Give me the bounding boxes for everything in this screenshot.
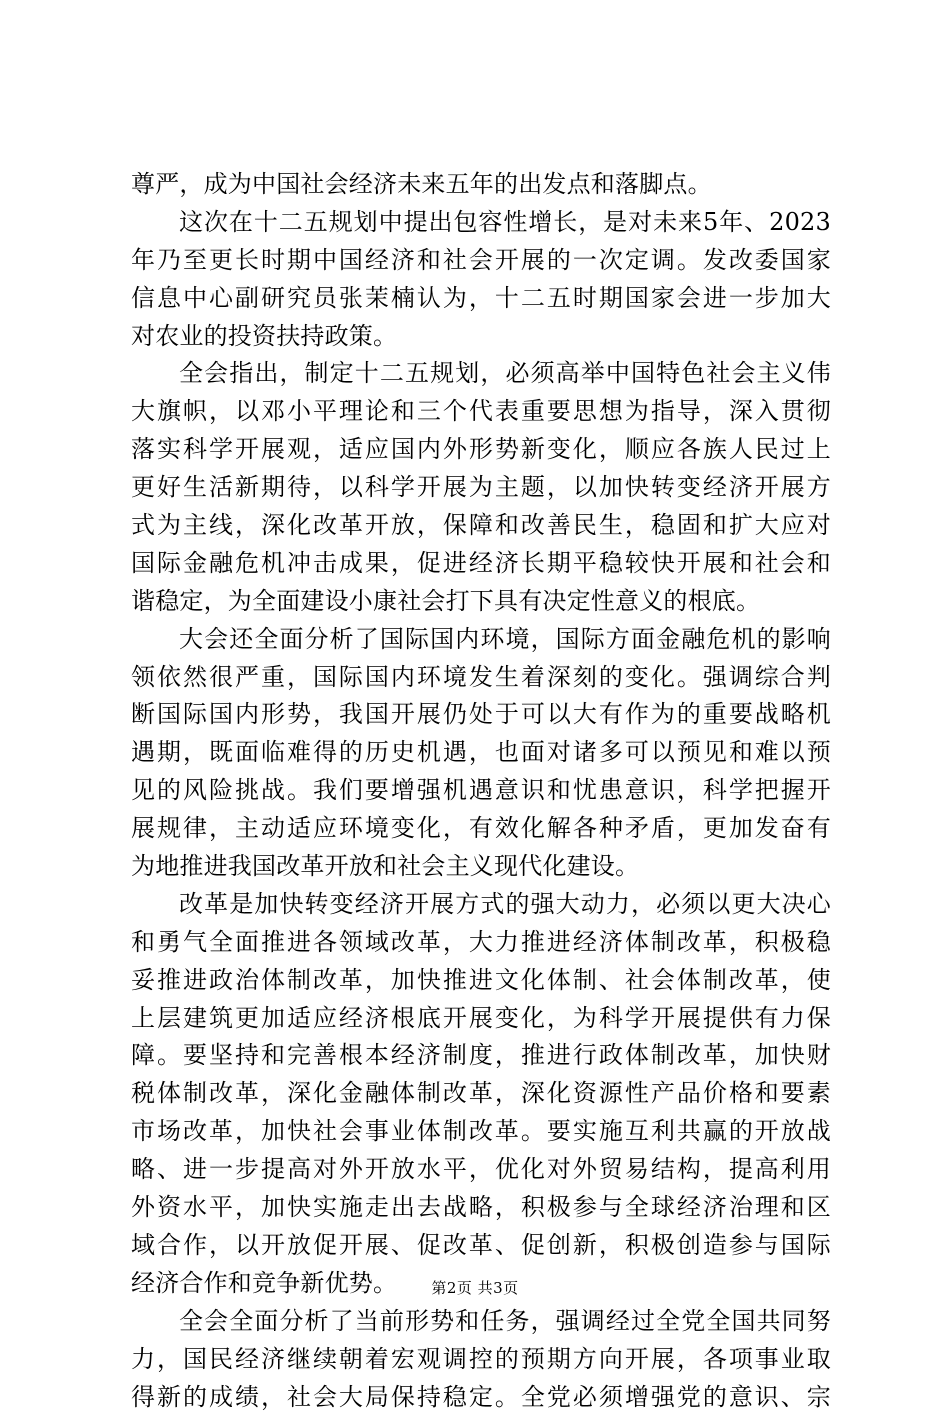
- text-line: 信息中心副研究员张茉楠认为，十二五时期国家会进一步加大: [131, 280, 831, 318]
- text-line: 为地推进我国改革开放和社会主义现代化建设。: [131, 848, 831, 886]
- text-line: 谐稳定，为全面建设小康社会打下具有决定性意义的根底。: [131, 583, 831, 621]
- text-line: 年乃至更长时期中国经济和社会开展的一次定调。发改委国家: [131, 242, 831, 280]
- text-line: 见的风险挑战。我们要增强机遇意识和忧患意识，科学把握开: [131, 772, 831, 810]
- text-line: 上层建筑更加适应经济根底开展变化，为科学开展提供有力保: [131, 1000, 831, 1038]
- text-line: 域合作，以开放促开展、促改革、促创新，积极创造参与国际: [131, 1227, 831, 1265]
- text-line: 更好生活新期待，以科学开展为主题，以加快转变经济开展方: [131, 469, 831, 507]
- text-line: 和勇气全面推进各领域改革，大力推进经济体制改革，积极稳: [131, 924, 831, 962]
- text-line: 税体制改革，深化金融体制改革，深化资源性产品价格和要素: [131, 1075, 831, 1113]
- text-line: 断国际国内形势，我国开展仍处于可以大有作为的重要战略机: [131, 696, 831, 734]
- text-line: 这次在十二五规划中提出包容性增长，是对未来5年、2023: [131, 204, 831, 242]
- text-line: 略、进一步提高对外开放水平，优化对外贸易结构，提高利用: [131, 1151, 831, 1189]
- text-line: 市场改革，加快社会事业体制改革。要实施互利共赢的开放战: [131, 1113, 831, 1151]
- text-line: 妥推进政治体制改革，加快推进文化体制、社会体制改革，使: [131, 962, 831, 1000]
- text-line: 尊严，成为中国社会经济未来五年的出发点和落脚点。: [131, 166, 831, 204]
- body-text: [131, 166, 831, 1416]
- text-line: 全会指出，制定十二五规划，必须高举中国特色社会主义伟: [131, 355, 831, 393]
- text-line: 改革是加快转变经济开展方式的强大动力，必须以更大决心: [131, 886, 831, 924]
- text-line: 领依然很严重，国际国内环境发生着深刻的变化。强调综合判: [131, 659, 831, 697]
- text-line: 大会还全面分析了国际国内环境，国际方面金融危机的影响: [131, 621, 831, 659]
- text-line: 对农业的投资扶持政策。: [131, 318, 831, 356]
- text-line: 外资水平，加快实施走出去战略，积极参与全球经济治理和区: [131, 1189, 831, 1227]
- text-line: 遇期，既面临难得的历史机遇，也面对诸多可以预见和难以预: [131, 734, 831, 772]
- page-number-footer: 第2页 共3页: [0, 1277, 950, 1298]
- text-line: 得新的成绩，社会大局保持稳定。全党必须增强党的意识、宗: [131, 1379, 831, 1416]
- text-line: 式为主线，深化改革开放，保障和改善民生，稳固和扩大应对: [131, 507, 831, 545]
- text-line: 展规律，主动适应环境变化，有效化解各种矛盾，更加发奋有: [131, 810, 831, 848]
- text-line: 大旗帜，以邓小平理论和三个代表重要思想为指导，深入贯彻: [131, 393, 831, 431]
- text-line: 国际金融危机冲击成果，促进经济长期平稳较快开展和社会和: [131, 545, 831, 583]
- text-line: 全会全面分析了当前形势和任务，强调经过全党全国共同努: [131, 1303, 831, 1341]
- text-line: 力，国民经济继续朝着宏观调控的预期方向开展，各项事业取: [131, 1341, 831, 1379]
- text-line: 障。要坚持和完善根本经济制度，推进行政体制改革，加快财: [131, 1037, 831, 1075]
- text-line: 落实科学开展观，适应国内外形势新变化，顺应各族人民过上: [131, 431, 831, 469]
- text-line: 经济合作和竞争新优势。: [131, 1265, 831, 1303]
